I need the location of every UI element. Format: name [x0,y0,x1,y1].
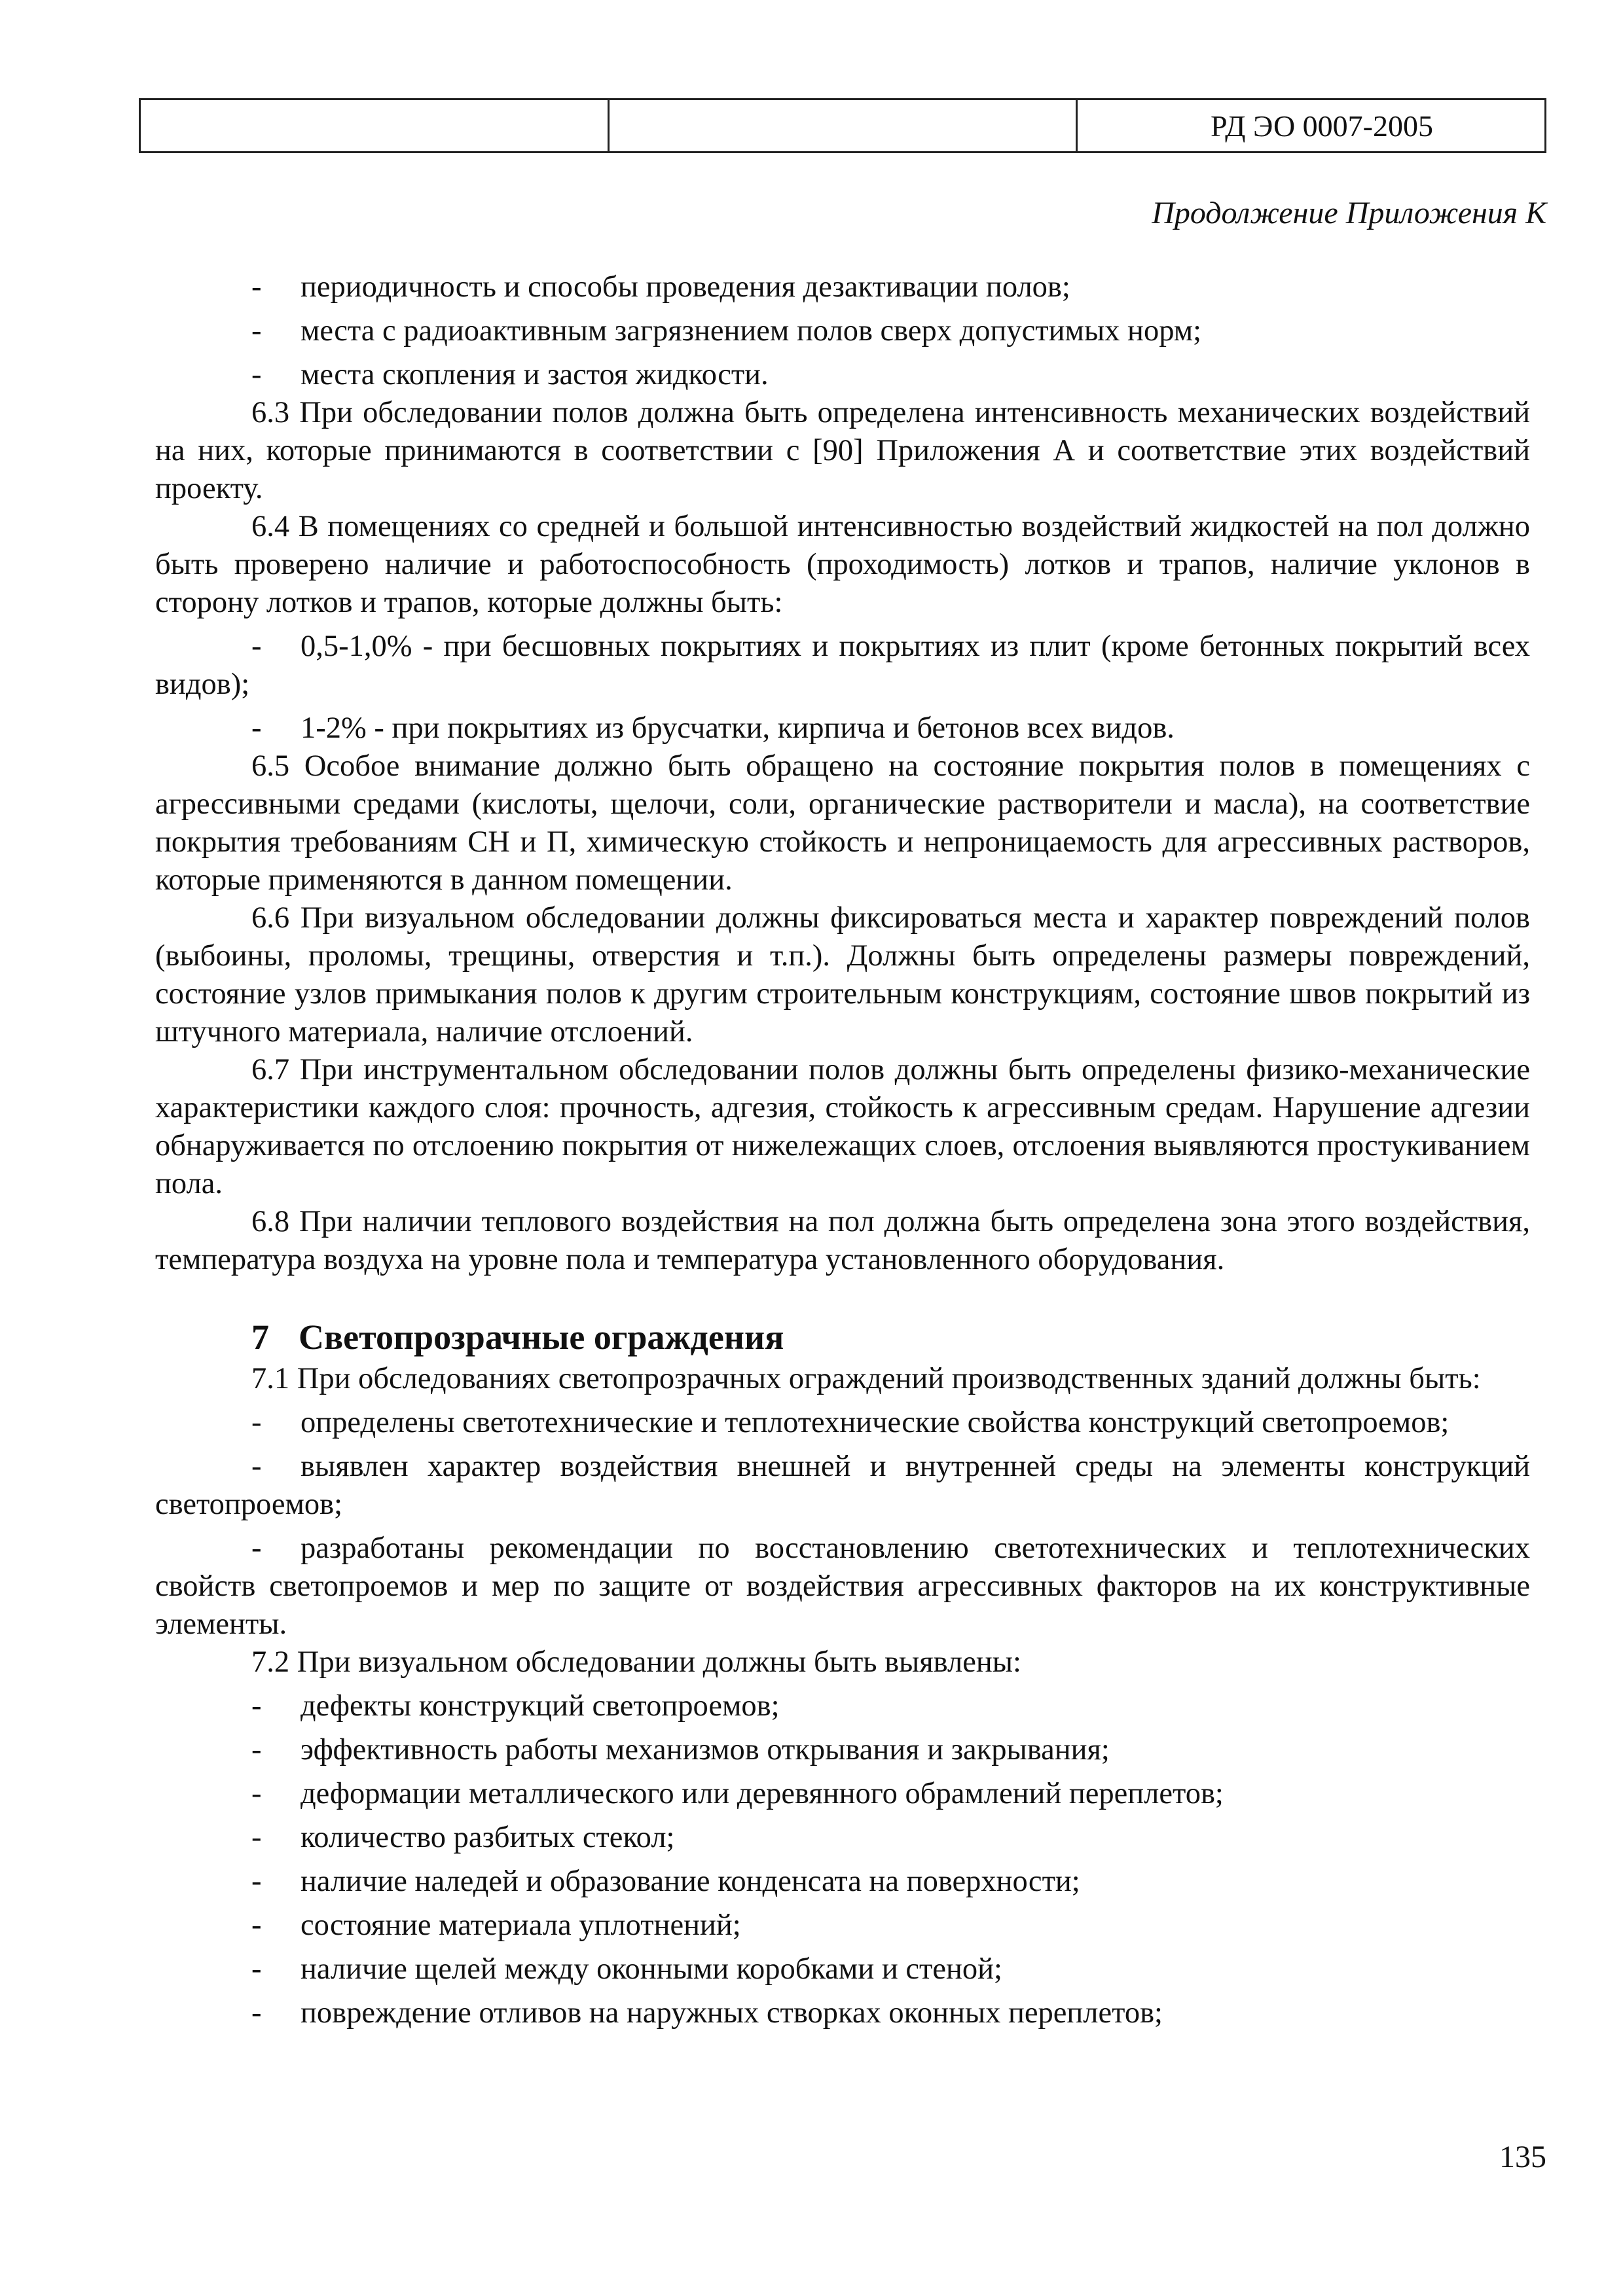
page-number: 135 [1499,2140,1546,2174]
dash-marker: - [251,1406,262,1439]
paragraph-6-8: 6.8 При наличии теплового воздействия на пол должна быть определена зона этого воздействия, температура воздуха на уровне пола и температура установленного оборудования. [155,1205,1530,1276]
section-title: Светопрозрачные ограждения [299,1318,784,1357]
paragraph-6-5: 6.5 Особое внимание должно быть обращено на состояние покрытия полов в помещениях с агрессивными средами (кислоты, щелочи, соли, органические растворители и масла), на соответствие покрытия требованиям СН и П, химическую стойкость и непроницаемость для агрессивных растворов, которые применяются в данном помещении. [155,749,1530,897]
list-item: - разработаны рекомендации по восстановлению светотехнических и теплотехнических свойств светопроемов и мер по защите от воздействия агрессивных факторов на их конструктивные элементы. [155,1530,1530,1643]
list-item: - эффективность работы механизмов открывания и закрывания; [155,1731,1530,1769]
list-item: - количество разбитых стекол; [155,1819,1530,1857]
paragraph-7-1: 7.1 При обследованиях светопрозрачных ограждений производственных зданий должны быть: [251,1362,1481,1395]
header-cell-2 [608,99,1077,152]
section-number: 7 [251,1318,269,1357]
list-item: - состояние материала уплотнений; [155,1907,1530,1945]
dash-marker: - [251,270,262,304]
list-item: - наличие щелей между оконными коробками и стеной; [155,1950,1530,1988]
section-heading [155,1318,1530,1356]
document-code: РД ЭО 0007-2005 [1077,99,1546,152]
dash-marker: - [251,1532,262,1565]
paragraph-7-2: 7.2 При визуальном обследовании должны быть выявлены: [251,1645,1021,1679]
paragraph-6-4: 6.4 В помещениях со средней и большой интенсивностью воздействий жидкостей на пол должно быть проверено наличие и работоспособность (проходимость) лотков и трапов, наличие уклонов в сторону лотков и трапов, которые должны быть: [155,510,1530,619]
list-item: - 1-2% - при покрытиях из брусчатки, кирпича и бетонов всех видов. [155,709,1530,747]
dash-marker: - [251,1865,262,1898]
dash-marker: - [251,314,262,348]
list-item: - повреждение отливов на наружных створках оконных переплетов; [155,1994,1530,2032]
paragraph-6-6: 6.6 При визуальном обследовании должны фиксироваться места и характер повреждений полов (выбоины, проломы, трещины, отверстия и т.п.). Должны быть определены размеры повреждений, состояние узлов примыкания полов к другим строительным конструкциям, состояние швов покрытий из штучного материала, наличие отслоений. [155,901,1530,1049]
list-item: - места скопления и застоя жидкости. [155,356,1530,394]
document-body [155,268,1530,2032]
dash-marker: - [251,1689,262,1723]
list-item: - места с радиоактивным загрязнением полов сверх допустимых норм; [155,312,1530,350]
list-item: - 0,5-1,0% - при бесшовных покрытиях и покрытиях из плит (кроме бетонных покрытий всех видов); [155,628,1530,704]
header-cell-1 [140,99,609,152]
list-item: - выявлен характер воздействия внешней и внутренней среды на элементы конструкций светопроемов; [155,1448,1530,1524]
dash-marker: - [251,630,262,663]
dash-marker: - [251,1733,262,1767]
list-item: - периодичность и способы проведения дезактивации полов; [155,268,1530,306]
list-item: - деформации металлического или деревянного обрамлений переплетов; [155,1775,1530,1813]
dash-marker: - [251,358,262,391]
dash-marker: - [251,1777,262,1810]
list-item: - дефекты конструкций светопроемов; [155,1687,1530,1725]
dash-marker: - [251,1909,262,1942]
list-item: - наличие наледей и образование конденсата на поверхности; [155,1863,1530,1901]
dash-marker: - [251,1821,262,1854]
header-table [139,98,1546,153]
dash-marker: - [251,1996,262,2030]
paragraph-6-3: 6.3 При обследовании полов должна быть определена интенсивность механических воздействий на них, которые принимаются в соответствии с [90] Приложения А и соответствие этих воздействий проекту. [155,396,1530,505]
dash-marker: - [251,1952,262,1986]
paragraph-6-7: 6.7 При инструментальном обследовании полов должны быть определены физико-механические характеристики каждого слоя: прочность, адгезия, стойкость к агрессивным средам. Нарушение адгезии обнаруживается по отслоению покрытия от нижележащих слоев, отслоения выявляются простукиванием пола. [155,1053,1530,1200]
dash-marker: - [251,711,262,745]
list-item: - определены светотехнические и теплотехнические свойства конструкций светопроемов; [155,1404,1530,1442]
continuation-note: Продолжение Приложения К [1152,196,1546,230]
dash-marker: - [251,1450,262,1483]
